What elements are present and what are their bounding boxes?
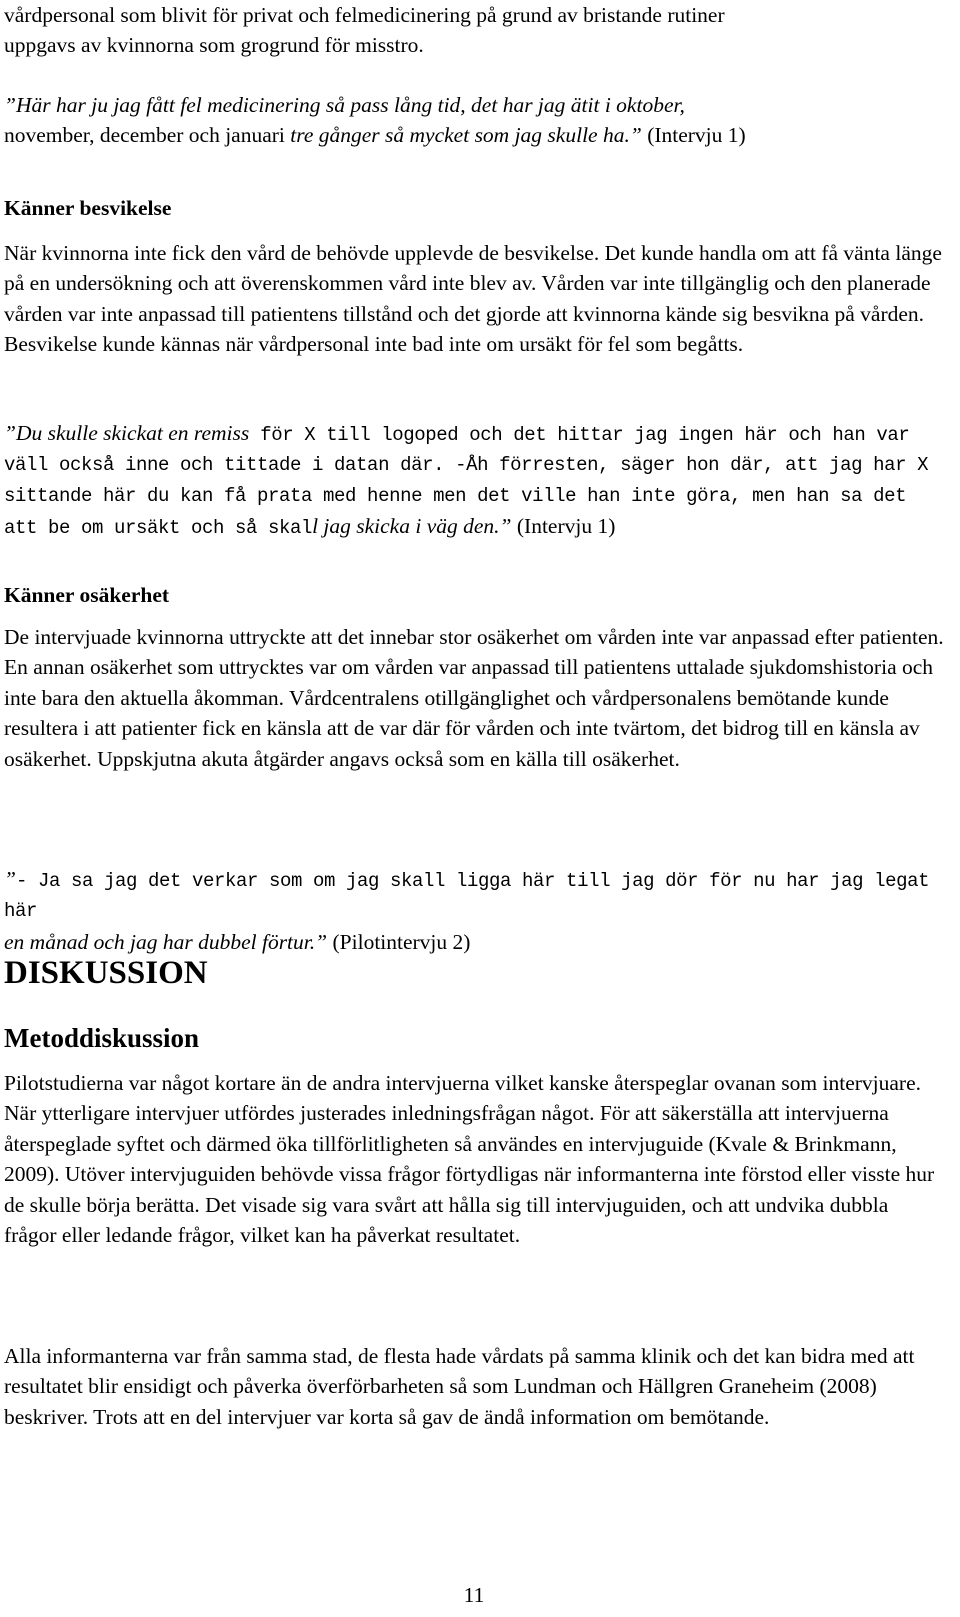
quote-3-open-mark: ” <box>4 867 16 891</box>
quote-1-source: (Intervju 1) <box>641 123 746 148</box>
paragraph-metoddiskussion-2: Alla informanterna var från samma stad, de flesta hade vårdats på samma klinik och det kan bidra med att resultatet blir ensidigt och påverka överförbarheten så som Lundman och Hällgren Graneheim (2008) beskriver. Trots att en del intervjuer var korta så gav de ändå information om bemötande. <box>4 1344 915 1429</box>
quote-1-open-mark: ” <box>4 93 16 117</box>
quote-2-source: (Intervju 1) <box>511 514 616 539</box>
chapter-heading-diskussion: DISKUSSION <box>4 955 208 991</box>
quote-3-line-1 <box>4 864 944 927</box>
metoddiskussion-paragraph-2 <box>4 1341 944 1432</box>
intro-paragraph <box>4 0 944 61</box>
quote-3-source: (Pilotintervju 2) <box>327 929 471 954</box>
section-osakerhet-body <box>4 622 944 774</box>
quote-1-line-1 <box>4 90 944 120</box>
page-number: 11 <box>463 1583 485 1607</box>
section-osakerhet <box>4 580 944 610</box>
quote-2-italic-start: Du skulle skickat en remiss <box>15 421 250 445</box>
metoddiskussion-paragraph-1 <box>4 1068 944 1250</box>
paragraph-osakerhet: De intervjuade kvinnorna uttryckte att det innebar stor osäkerhet om vården inte var anpassad efter patienten. En annan osäkerhet som uttrycktes var om vården var anpassad till patientens uttalade sjukdomshistoria och inte bara den aktuella åkomman. Vårdcentralens otillgänglighet och vårdpersonalens bemötande kunde resultera i att patienter fick en känsla att de var där för vården och inte tvärtom, det bidrog till en känsla av osäkerhet. Uppskjutna akuta åtgärder angavs också som en källa till osäkerhet. <box>4 625 944 771</box>
quote-1-italic-end: tre gånger så mycket som jag skulle ha. <box>290 123 630 148</box>
paragraph-metoddiskussion-1: Pilotstudierna var något kortare än de andra intervjuerna vilket kanske återspeglar ovanan som intervjuare. När ytterligare intervjuer utfördes justerades inledningsfrågan något. För att säkerställa att intervjuerna återspeglade syftet och därmed öka tillförlitligheten så användes en intervjuguide (Kvale & Brinkmann, 2009). Utöver intervjuguiden behövde vissa frågor förtydligas när informanterna inte förstod eller visste hur de skulle börja berätta. Det visade sig vara svårt att hålla sig till intervjuguiden, och att undvika dubbla frågor eller ledande frågor, vilket kan ha påverkat resultatet. <box>4 1071 935 1248</box>
diskussion-heading-block <box>4 953 944 993</box>
section-besvikelse <box>4 193 944 223</box>
quote-1-roman: november, december och januari <box>4 123 291 148</box>
quote-3 <box>4 864 944 957</box>
quote-1-line-2 <box>4 120 944 150</box>
quote-3-close-mark: ” <box>315 929 328 954</box>
quote-2-italic-end: l jag skicka i väg den. <box>312 514 500 539</box>
section-besvikelse-body <box>4 238 944 360</box>
intro-line-1: vårdpersonal som blivit för privat och felmedicinering på grund av bristande rutiner <box>4 3 725 27</box>
quote-1-close-mark: ” <box>629 123 642 148</box>
quote-1 <box>4 90 944 151</box>
quote-2-body: för X till logoped och det hittar jag ingen här och han var väll också inne och tittade i datan där. -Åh förresten, säger hon där, att jag har X sittande här du kan få prata med henne men det ville han inte göra, men han sa det att be om ursäkt och så skal <box>4 424 929 540</box>
quote-2 <box>4 418 944 544</box>
paragraph-besvikelse: När kvinnorna inte fick den vård de behövde upplevde de besvikelse. Det kunde handla om att få vänta länge på en undersökning och att överenskommen vård inte blev av. Vården var inte tillgänglig och den planerade vården var inte anpassad till patientens tillstånd och det gjorde att kvinnorna kände sig besvikna på vården. Besvikelse kunde kännas när vårdpersonal inte bad inte om ursäkt för fel som begåtts. <box>4 241 942 357</box>
quote-3-italic: en månad och jag har dubbel förtur. <box>4 929 316 954</box>
section-heading-osakerhet: Känner osäkerhet <box>4 583 170 607</box>
quote-2-text <box>4 418 944 544</box>
quote-1-italic: Här har ju jag fått fel medicinering så pass lång tid, det har jag ätit i oktober, <box>15 93 685 117</box>
metoddiskussion-heading-block <box>4 1020 944 1056</box>
subheading-metoddiskussion: Metoddiskussion <box>4 1023 200 1053</box>
intro-line-2: uppgavs av kvinnorna som grogrund för misstro. <box>4 33 424 58</box>
quote-2-open-mark: ” <box>4 421 16 445</box>
quote-3-text: - Ja sa jag det verkar som om jag skall ligga här till jag dör för nu har jag legat här <box>4 870 930 923</box>
section-heading-besvikelse: Känner besvikelse <box>4 196 172 220</box>
quote-2-close-mark: ” <box>499 514 512 539</box>
